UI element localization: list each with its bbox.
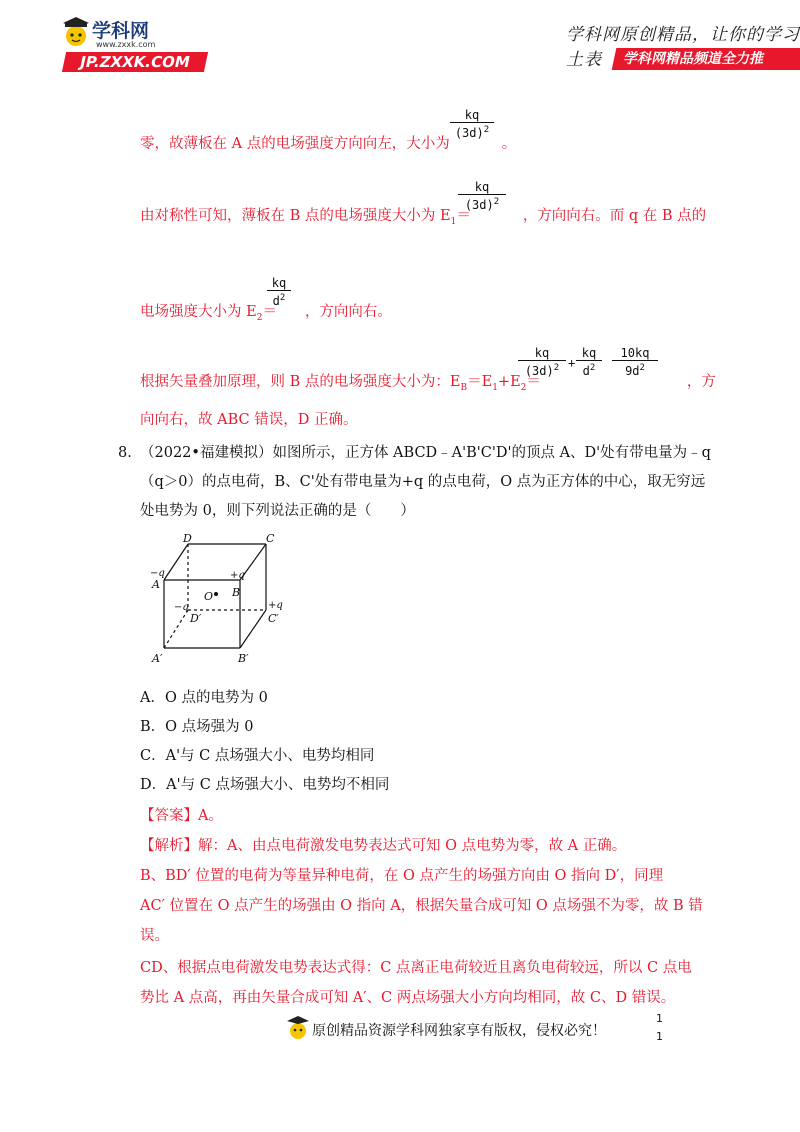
option-d: D．A'与 C 点场强大小、电势均不相同 xyxy=(140,777,390,793)
label-d: D xyxy=(183,532,192,545)
solution-line-1: 零，故薄板在 A 点的电场强度方向向左，大小为 。 xyxy=(140,136,517,152)
answer-label: 【答案】 xyxy=(140,808,198,824)
option-a: A．O 点的电势为 0 xyxy=(140,690,268,706)
mascot-icon xyxy=(62,16,92,52)
page-number-bottom: 1 xyxy=(656,1030,663,1043)
charge-neg-dp: −q xyxy=(174,602,189,613)
footer-copyright: 原创精品资源学科网独家享有版权，侵权必究！ xyxy=(312,1023,606,1039)
analysis-line-3: AC′ 位置在 O 点产生的场强由 O 指向 A，根据矢量合成可知 O 点场强不为零，故 B 错 xyxy=(140,898,703,914)
fraction-e1: kq $(3d)^2$ xyxy=(458,180,506,212)
option-b: B．O 点场强为 0 xyxy=(140,719,254,735)
fraction-eb-2: kq $d^2$ xyxy=(576,346,602,378)
label-b: B xyxy=(232,586,241,599)
solution-line-3: 电场强度大小为 $E_2=$ ，方向向右。 xyxy=(140,304,392,323)
logo-url: www.zxxk.com xyxy=(96,40,156,49)
label-cp: C′ xyxy=(268,612,279,625)
analysis-line-4: 误。 xyxy=(140,928,169,944)
solution-line-5: 向向右，故 ABC 错误，D 正确。 xyxy=(140,412,358,428)
analysis-line-5: CD、根据点电荷激发电势表达式得：C 点离正电荷较近且离负电荷较远，所以 C 点电 xyxy=(140,960,692,976)
label-ap: A′ xyxy=(152,652,163,665)
label-dp: D′ xyxy=(190,612,202,625)
charge-pos-cp: +q xyxy=(268,600,283,611)
analysis-line-1: 【解析】解：A、由点电荷激发电势表达式可知 O 点电势为零，故 A 正确。 xyxy=(140,838,627,854)
logo-title: 学科网 xyxy=(92,20,150,42)
header-slogan: 学科网原创精品，让你的学习土表 xyxy=(566,25,800,70)
page-number-top: 1 xyxy=(656,1012,663,1025)
question-line-2: （q＞0）的点电荷，B、C'处有带电量为+q 的点电荷，O 点为正方体的中心，取无穷远 xyxy=(140,474,706,490)
answer xyxy=(140,806,223,826)
fraction-e2: kq $d^2$ xyxy=(267,276,291,308)
label-o: O xyxy=(204,590,214,603)
plus-sign: + xyxy=(568,356,576,370)
solution-line-2: 由对称性可知，薄板在 B 点的电场强度大小为 $E_1=$ ，方向向右。而 q 在 B 点的 xyxy=(140,208,707,227)
analysis-line-2: B、BD′ 位置的电荷为等量异种电荷，在 O 点产生的场强方向由 O 指向 D′，同理 xyxy=(140,868,664,884)
label-bp: B′ xyxy=(238,652,249,665)
analysis-label: 【解析】 xyxy=(140,838,198,854)
footer-mascot-icon xyxy=(286,1014,310,1044)
question-line-1: （2022•福建模拟）如图所示，正方体 ABCD﹣A'B'C'D'的顶点 A、D'处有带电量为﹣q xyxy=(140,445,711,461)
fraction-eb-1: kq $(3d)^2$ xyxy=(518,346,566,378)
center-point xyxy=(214,592,218,596)
charge-neg-a: −q xyxy=(150,568,165,579)
cube-figure xyxy=(148,530,298,670)
option-c: C．A'与 C 点场强大小、电势均相同 xyxy=(140,748,375,764)
edge-ad xyxy=(164,544,188,580)
charge-pos-b: +q xyxy=(230,570,245,581)
channel-banner: 学科网精品频道全力推 xyxy=(612,48,800,70)
fraction-eb-result: 10kq $9d^2$ xyxy=(612,346,658,378)
label-c: C xyxy=(266,532,275,545)
question-line-3: 处电势为 0，则下列说法正确的是（ ） xyxy=(140,503,415,519)
question-number: 8. xyxy=(118,445,132,461)
fraction-kq-3d2: kq $(3d)^2$ xyxy=(450,108,494,140)
solution-line-4: 根据矢量叠加原理，则 B 点的电场强度大小为：$E_B=E_1+E_2=$ ，方 xyxy=(140,374,716,393)
label-a: A xyxy=(152,578,160,591)
logo-banner: JP.ZXXK.COM xyxy=(62,52,208,72)
answer-value: A。 xyxy=(198,808,223,824)
edge-bpcp xyxy=(240,610,266,648)
analysis-line-6: 势比 A 点高，再由矢量合成可知 A′、C 两点场强大小方向均相同，故 C、D 错误。 xyxy=(140,990,676,1006)
edge-apdp xyxy=(164,610,188,648)
